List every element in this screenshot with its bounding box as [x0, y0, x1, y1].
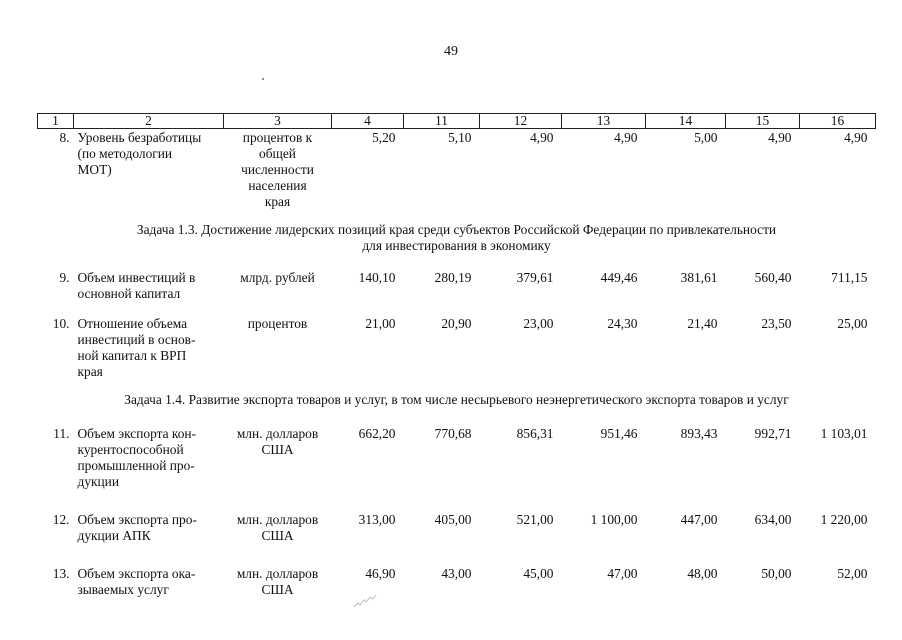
- text-line: США: [261, 442, 294, 457]
- page-number: 49: [444, 44, 458, 59]
- value-cell: 43,00: [441, 566, 472, 581]
- task-heading-row: [38, 210, 876, 254]
- header-cell: 16: [800, 114, 876, 129]
- text-line: края: [77, 364, 103, 379]
- value-cell: 46,90: [365, 566, 396, 581]
- row-index: 9.: [59, 270, 70, 285]
- text-line: Объем экспорта ока-: [77, 566, 196, 581]
- row-spacer: [38, 544, 876, 566]
- value-cell: 449,46: [600, 270, 638, 285]
- value-cell: 560,40: [754, 270, 792, 285]
- value-cell: 48,00: [687, 566, 718, 581]
- text-line: процентов к: [242, 130, 313, 145]
- value-cell: 21,40: [687, 316, 718, 331]
- text-line: США: [261, 528, 294, 543]
- row-index: 8.: [59, 130, 70, 145]
- value-cell: 313,00: [358, 512, 396, 527]
- indicator-unit: [224, 129, 332, 211]
- row-spacer: [38, 408, 876, 426]
- task-heading: [38, 380, 876, 408]
- value-cell: 23,00: [523, 316, 554, 331]
- indicator-name: [74, 426, 224, 490]
- value-cell: 856,31: [516, 426, 554, 441]
- value-cell: 379,61: [516, 270, 554, 285]
- text-line: ной капитал к ВРП: [77, 348, 187, 363]
- value-cell: 24,30: [607, 316, 638, 331]
- indicators-table: [37, 113, 876, 598]
- value-cell: 20,90: [441, 316, 472, 331]
- text-line: для инвестирования в экономику: [362, 238, 551, 253]
- value-cell: 634,00: [754, 512, 792, 527]
- indicator-unit: [224, 566, 332, 598]
- value-cell: 5,10: [448, 130, 472, 145]
- table-row: [38, 129, 876, 211]
- text-line: Объем экспорта кон-: [77, 426, 197, 441]
- text-line: млн. долларов: [236, 426, 319, 441]
- value-cell: 45,00: [523, 566, 554, 581]
- indicator-name: [74, 316, 224, 380]
- header-cell: 4: [332, 114, 404, 129]
- row-index: 12.: [52, 512, 70, 527]
- value-cell: 770,68: [434, 426, 472, 441]
- value-cell: 951,46: [600, 426, 638, 441]
- value-cell: 4,90: [844, 130, 868, 145]
- header-cell: 15: [726, 114, 800, 129]
- value-cell: 4,90: [530, 130, 554, 145]
- table-row: [38, 566, 876, 598]
- value-cell: 711,15: [831, 270, 868, 285]
- header-cell: 2: [74, 114, 224, 129]
- row-index: 10.: [52, 316, 70, 331]
- value-cell: 23,50: [761, 316, 792, 331]
- text-line: населения: [248, 178, 307, 193]
- row-spacer: [38, 302, 876, 316]
- text-line: инвестиций в основ-: [77, 332, 196, 347]
- text-line: Задача 1.3. Достижение лидерских позиций края среди субъектов Российской Федерации по привлекательности: [136, 222, 777, 237]
- header-cell: 1: [38, 114, 74, 129]
- text-line: Объем экспорта про-: [77, 512, 197, 527]
- value-cell: 21,00: [365, 316, 396, 331]
- text-line: края: [264, 194, 291, 209]
- text-line: промышленной про-: [77, 458, 195, 473]
- indicator-name: [74, 566, 224, 598]
- text-line: Отношение объема: [77, 316, 188, 331]
- table-row: [38, 512, 876, 544]
- value-cell: 992,71: [754, 426, 792, 441]
- text-line: курентоспособной: [77, 442, 184, 457]
- text-line: млн. долларов: [236, 512, 319, 527]
- value-cell: 47,00: [607, 566, 638, 581]
- text-line: Задача 1.4. Развитие экспорта товаров и услуг, в том числе несырьевого неэнергетического экспорта товаров и услуг: [124, 392, 789, 407]
- text-line: дукции: [77, 474, 120, 489]
- value-cell: 52,00: [837, 566, 868, 581]
- value-cell: 5,20: [372, 130, 396, 145]
- indicator-name: [74, 129, 224, 211]
- indicator-unit: [224, 426, 332, 490]
- value-cell: 381,61: [680, 270, 718, 285]
- row-index: 11.: [53, 426, 70, 441]
- text-line: дукции АПК: [77, 528, 151, 543]
- value-cell: 662,20: [358, 426, 396, 441]
- indicator-name: [74, 270, 224, 302]
- text-line: Уровень безработицы: [77, 130, 202, 145]
- indicator-unit: [224, 512, 332, 544]
- task-heading-row: [38, 380, 876, 408]
- task-heading: [38, 210, 876, 254]
- value-cell: 1 220,00: [820, 512, 868, 527]
- value-cell: 25,00: [837, 316, 868, 331]
- row-index: 13.: [52, 566, 70, 581]
- text-line: зываемых услуг: [77, 582, 169, 597]
- header-cell: 3: [224, 114, 332, 129]
- text-line: США: [261, 582, 294, 597]
- text-line: МОТ): [77, 162, 112, 177]
- text-line: Объем инвестиций в: [77, 270, 196, 285]
- value-cell: 405,00: [434, 512, 472, 527]
- scan-speck: [262, 78, 264, 80]
- table-row: [38, 426, 876, 490]
- value-cell: 1 100,00: [590, 512, 638, 527]
- table-row: [38, 316, 876, 380]
- value-cell: 280,19: [434, 270, 472, 285]
- header-cell: 11: [404, 114, 480, 129]
- text-line: процентов: [247, 316, 308, 331]
- text-line: общей: [259, 146, 296, 161]
- indicator-name: [74, 512, 224, 544]
- value-cell: 5,00: [694, 130, 718, 145]
- table-row: [38, 270, 876, 302]
- text-line: (по методологии: [77, 146, 173, 161]
- value-cell: 521,00: [516, 512, 554, 527]
- indicator-unit: [224, 270, 332, 302]
- indicator-unit: [224, 316, 332, 380]
- text-line: численности: [241, 162, 314, 177]
- value-cell: 447,00: [680, 512, 718, 527]
- header-cell: 13: [562, 114, 646, 129]
- scan-mark: [352, 592, 378, 610]
- header-cell: 14: [646, 114, 726, 129]
- text-line: млн. долларов: [236, 566, 319, 581]
- value-cell: 893,43: [680, 426, 718, 441]
- column-number-header: [38, 114, 876, 129]
- row-spacer: [38, 490, 876, 512]
- text-line: основной капитал: [77, 286, 181, 301]
- value-cell: 1 103,01: [820, 426, 868, 441]
- row-spacer: [38, 254, 876, 270]
- value-cell: 50,00: [761, 566, 792, 581]
- header-cell: 12: [480, 114, 562, 129]
- value-cell: 4,90: [614, 130, 638, 145]
- value-cell: 140,10: [358, 270, 396, 285]
- text-line: млрд. рублей: [240, 270, 315, 285]
- value-cell: 4,90: [768, 130, 792, 145]
